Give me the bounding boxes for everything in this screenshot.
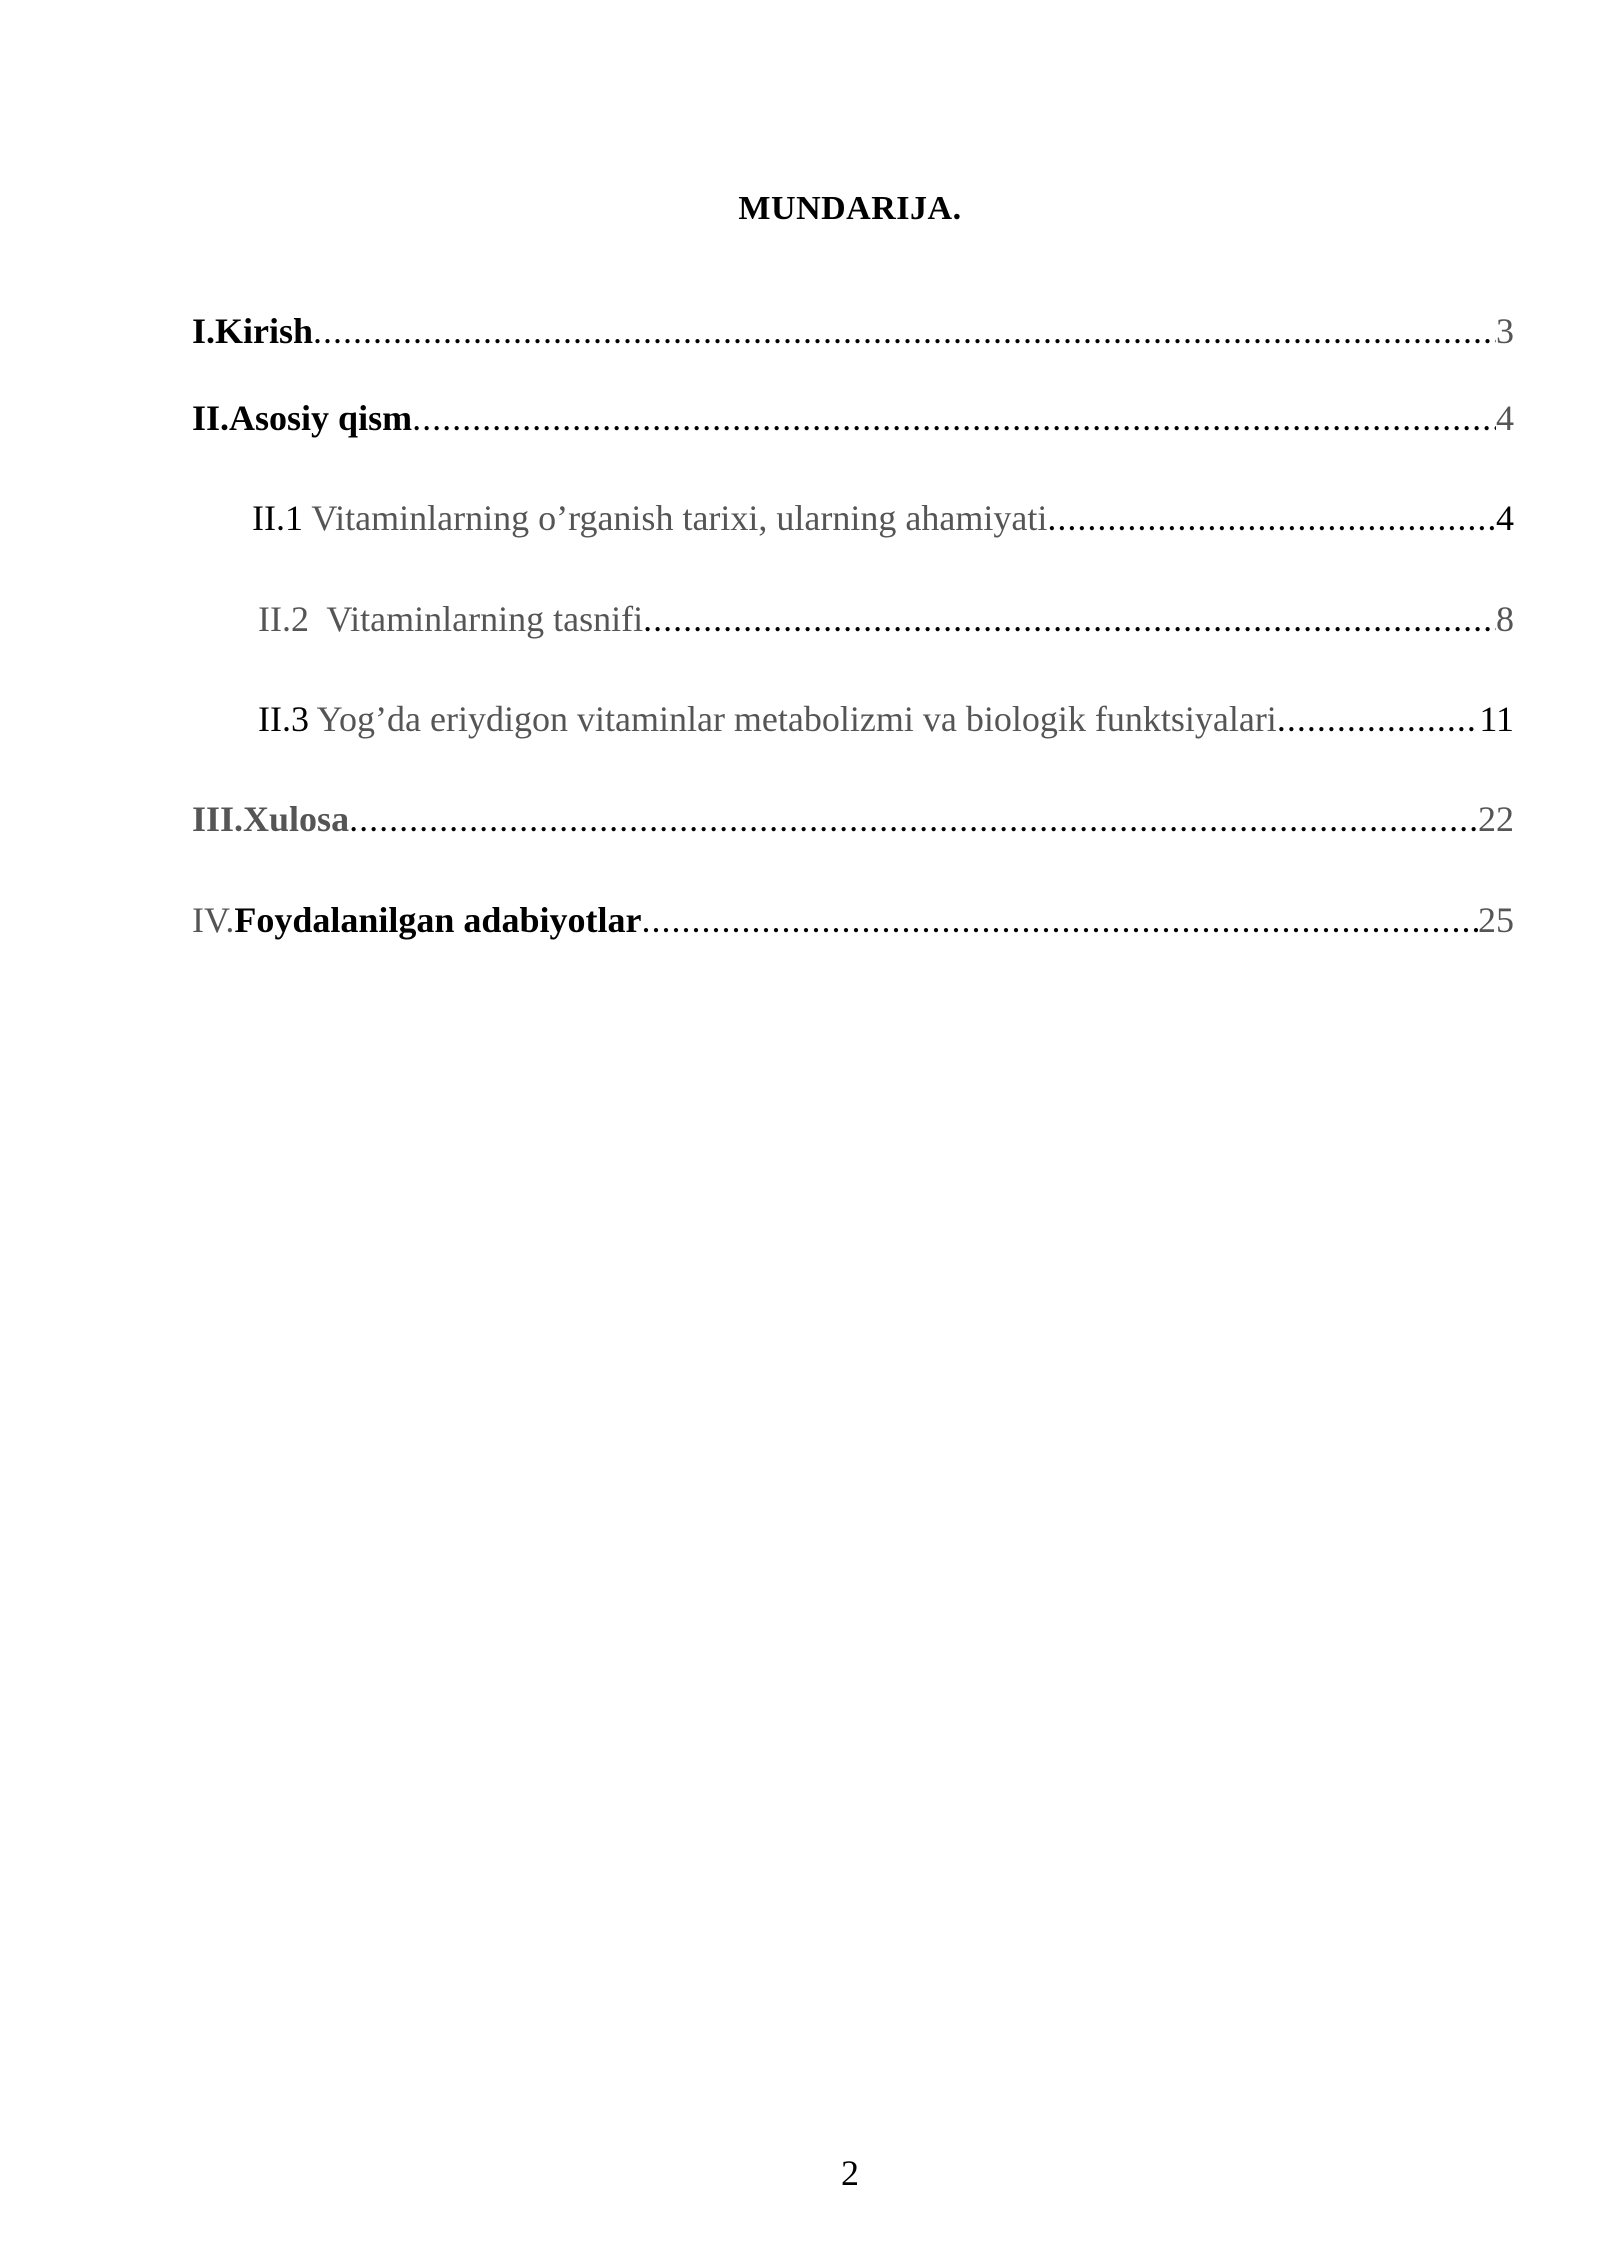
toc-entry-title: Foydalanilgan adabiyotlar: [234, 900, 642, 940]
toc-entry-title: Asosiy qism: [229, 398, 413, 438]
toc-entry-prefix: IV.: [192, 900, 235, 940]
toc-entry-adabiyotlar: [192, 898, 1514, 942]
toc-entry-label: [252, 496, 1047, 540]
toc-entry-title: Yog’da eriydigon vitaminlar metabolizmi va biologik funktsiyalari: [316, 699, 1277, 739]
toc-page-number: 4: [1496, 498, 1514, 538]
dot-leader: [412, 396, 1496, 440]
page-number: 2: [841, 2153, 859, 2193]
toc-entry-label: [192, 898, 641, 942]
toc-page-number: 22: [1478, 799, 1514, 839]
page-title: MUNDARIJA.: [738, 190, 962, 227]
toc-entry-title: Vitaminlarning tasnifi: [326, 599, 644, 639]
toc-page-number: 3: [1496, 311, 1514, 351]
dot-leader: [349, 797, 1478, 841]
toc-entry-prefix: II.: [192, 398, 230, 438]
toc-page-number: 4: [1496, 398, 1514, 438]
toc-page-number: 11: [1479, 699, 1514, 739]
dot-leader: [1277, 697, 1480, 741]
toc-entry-label: [192, 309, 313, 353]
toc-entry-label: [192, 797, 349, 841]
toc-entry-title: Vitaminlarning o’rganish tarixi, ularning ahamiyati: [311, 498, 1048, 538]
dot-leader: [643, 597, 1496, 641]
toc-entry-label: [258, 697, 1277, 741]
toc-entry-prefix: III.: [192, 799, 244, 839]
dot-leader: [641, 898, 1478, 942]
toc-page-number: 25: [1478, 900, 1514, 940]
toc-entry-ii-3: [192, 697, 1514, 741]
dot-leader: [313, 309, 1496, 353]
toc-entry-asosiy-qism: [192, 396, 1514, 440]
toc-entry-prefix: II.1: [252, 498, 312, 538]
toc-entry-title: Xulosa: [243, 799, 350, 839]
toc-entry-label: [258, 597, 643, 641]
toc-entry-title: Kirish: [215, 311, 314, 351]
toc-entry-prefix: II.3: [258, 699, 317, 739]
toc-entry-prefix: II.2: [258, 599, 327, 639]
toc-entry-label: [192, 396, 412, 440]
toc-entry-ii-1: [192, 496, 1514, 540]
toc-entry-xulosa: [192, 797, 1514, 841]
dot-leader: [1047, 496, 1496, 540]
toc-page-number: 8: [1496, 599, 1514, 639]
toc-entry-ii-2: [192, 597, 1514, 641]
toc-entry-prefix: I.: [192, 311, 216, 351]
toc-entry-kirish: [192, 309, 1514, 353]
